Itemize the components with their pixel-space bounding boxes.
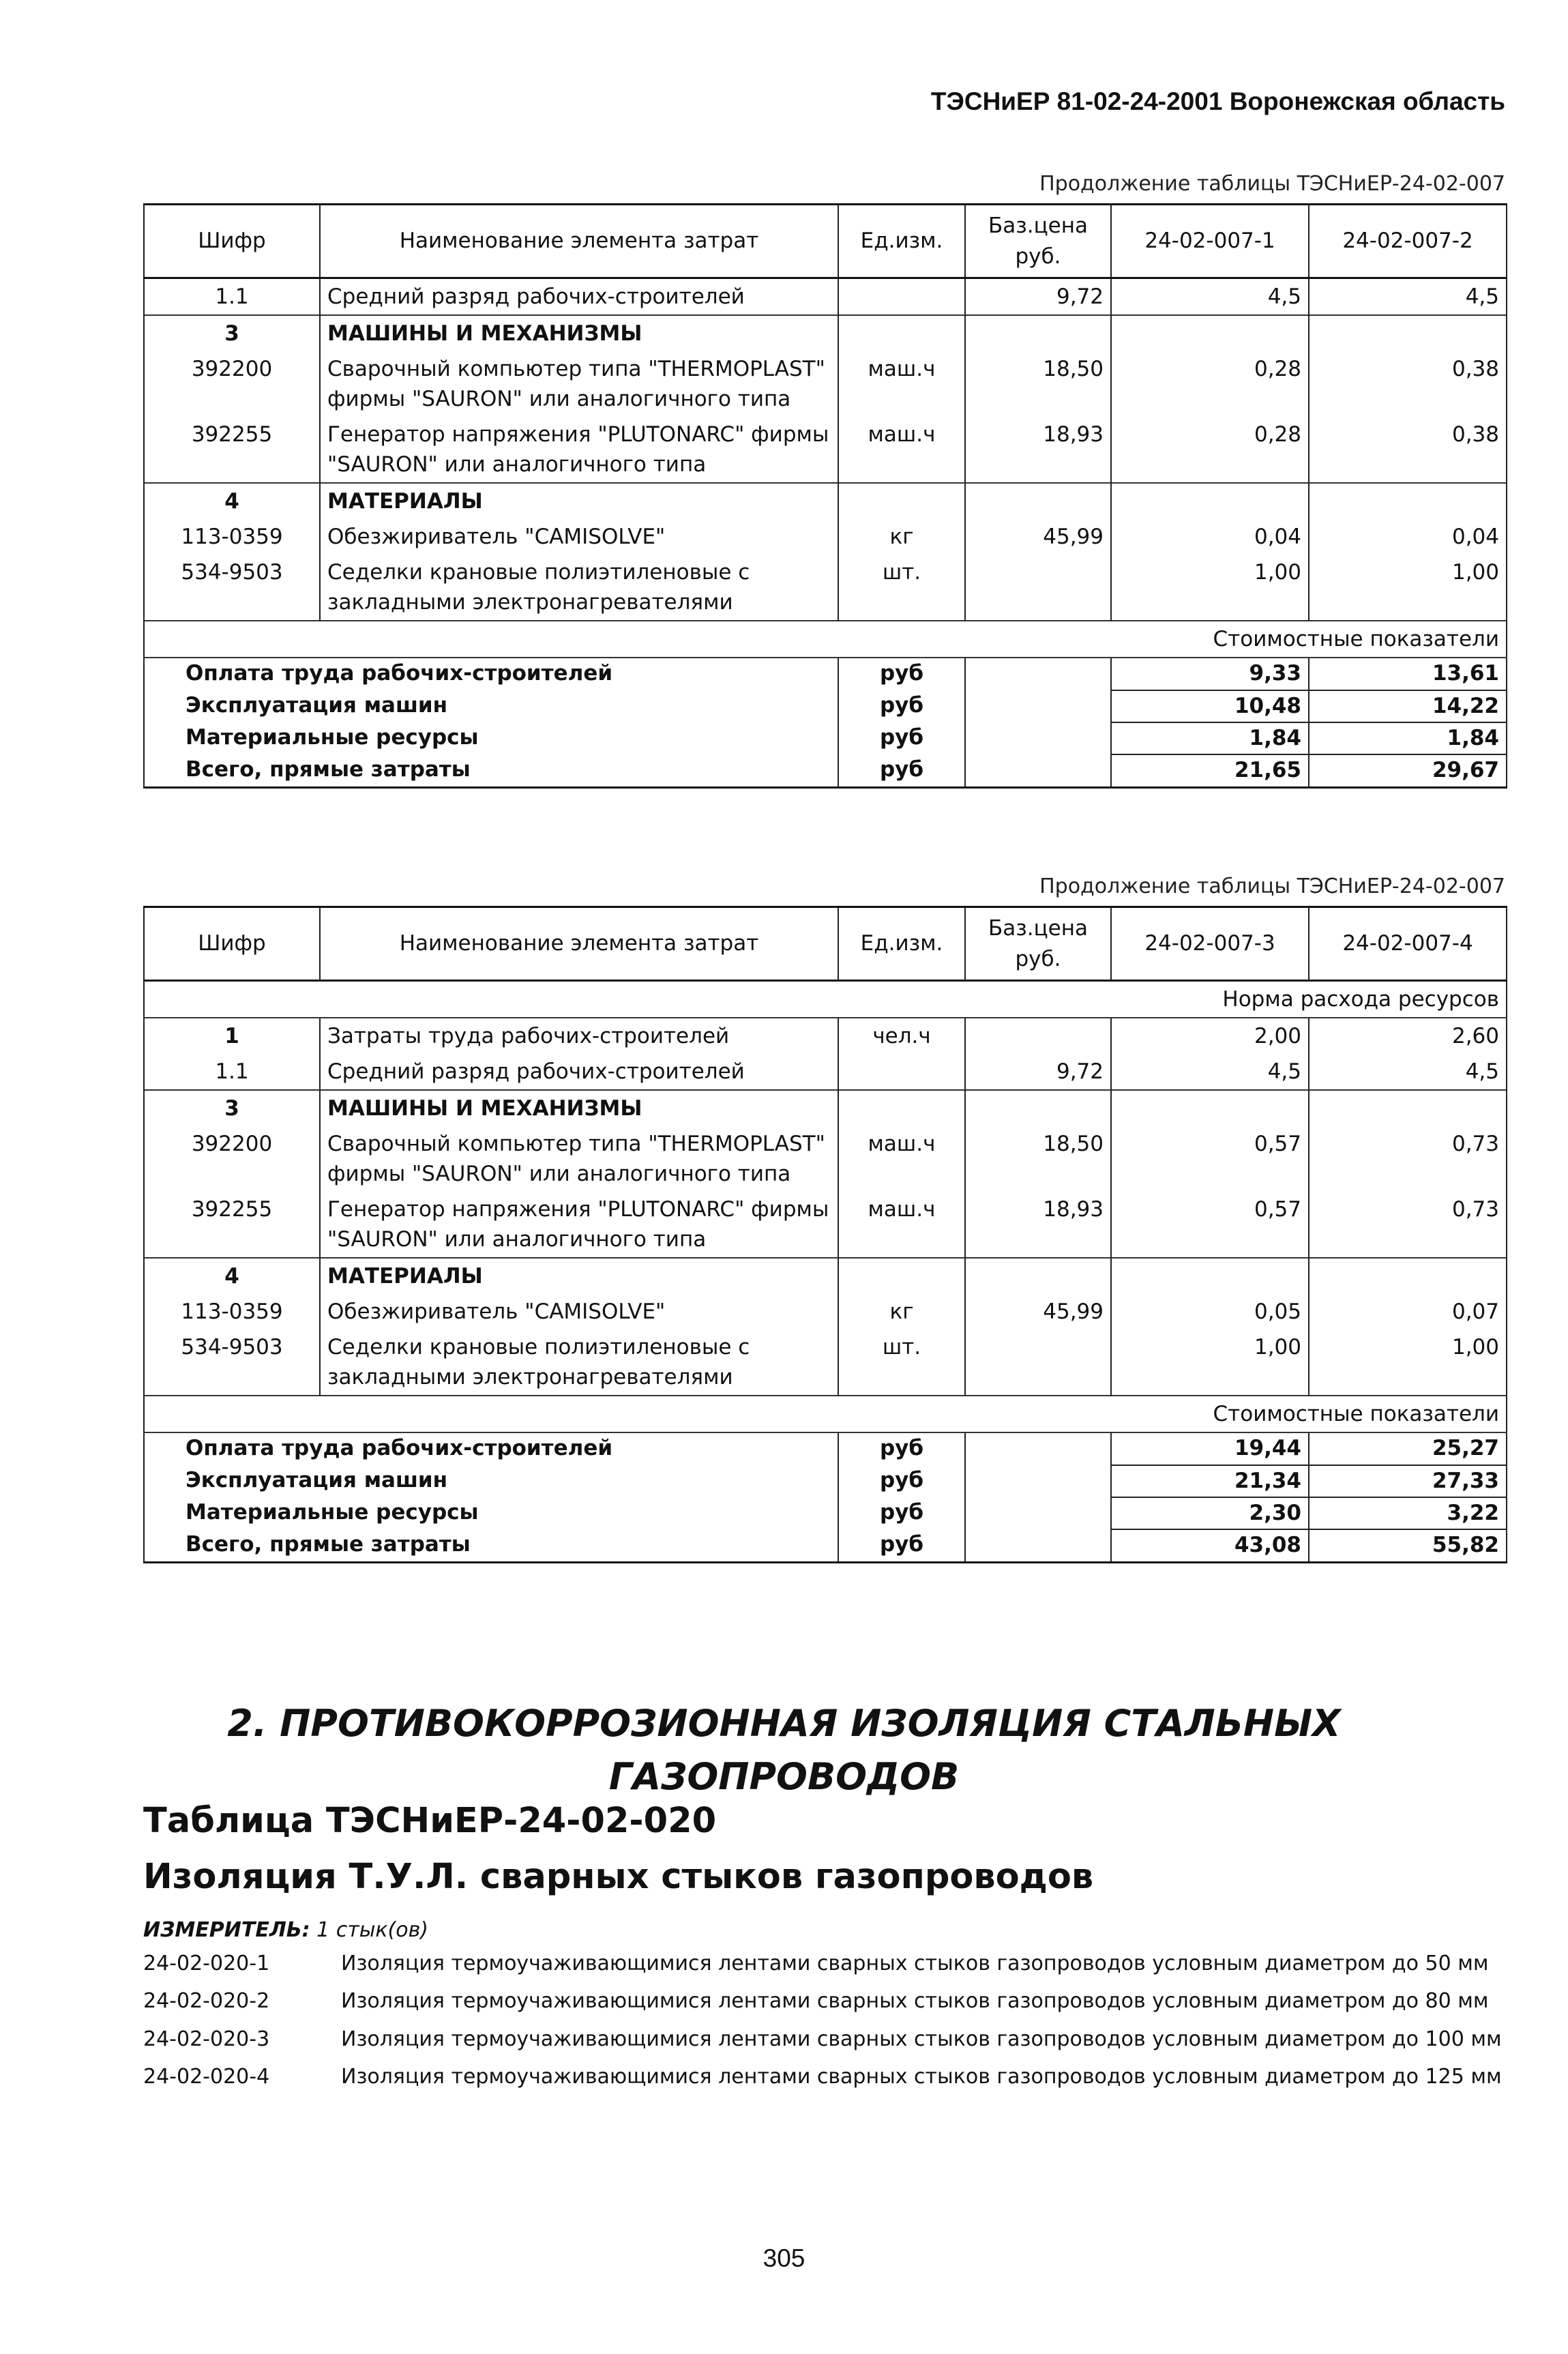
table-header-row <box>144 205 1507 278</box>
row-code: 1.1 <box>144 278 320 316</box>
row-code: 3 <box>144 1090 320 1126</box>
total-unit: руб <box>838 690 965 722</box>
row-price: 18,93 <box>965 417 1111 483</box>
total-value-2: 55,82 <box>1309 1529 1507 1562</box>
row-code: 4 <box>144 483 320 519</box>
row-code: 3 <box>144 315 320 351</box>
page-header: ТЭСНиЕР 81-02-24-2001 Воронежская область <box>930 87 1505 115</box>
table-row <box>144 1258 1507 1294</box>
row-name: МАШИНЫ И МЕХАНИЗМЫ <box>320 315 838 351</box>
row-value-2: 4,5 <box>1309 278 1507 316</box>
work-text: Изоляция термоучаживающимися лентами сварных стыков газопроводов условным диаметром до 50 мм <box>341 1952 1489 1975</box>
cost-heading-row <box>144 621 1507 658</box>
total-value-1: 1,84 <box>1111 722 1309 754</box>
total-unit: руб <box>838 1465 965 1497</box>
work-code: 24-02-020-1 <box>143 1952 270 1975</box>
list-item <box>143 2025 1506 2053</box>
total-label: Материальные ресурсы <box>144 722 838 754</box>
work-text: Изоляция термоучаживающимися лентами сварных стыков газопроводов условным диаметром до 100 мм <box>341 2027 1502 2051</box>
row-code: 534-9503 <box>144 1329 320 1396</box>
row-value-2: 4,5 <box>1309 1054 1507 1090</box>
row-value-1: 1,00 <box>1111 555 1309 621</box>
total-row <box>144 722 1507 754</box>
total-label: Эксплуатация машин <box>144 1465 838 1497</box>
total-value-2: 27,33 <box>1309 1465 1507 1497</box>
row-name: Средний разряд рабочих-строителей <box>320 1054 838 1090</box>
total-value-2: 29,67 <box>1309 754 1507 787</box>
row-price: 18,93 <box>965 1192 1111 1258</box>
total-value-1: 2,30 <box>1111 1497 1309 1529</box>
work-code: 24-02-020-3 <box>143 2027 270 2051</box>
row-value-2: 0,73 <box>1309 1192 1507 1258</box>
row-unit: маш.ч <box>838 351 965 417</box>
row-code: 1.1 <box>144 1054 320 1090</box>
col-header: 24-02-007-3 <box>1111 907 1309 981</box>
row-price <box>965 1329 1111 1396</box>
row-name: Обезжириватель "CAMISOLVE" <box>320 519 838 555</box>
row-value-2: 0,07 <box>1309 1294 1507 1329</box>
row-price: 9,72 <box>965 1054 1111 1090</box>
total-unit: руб <box>838 722 965 754</box>
col-header: Шифр <box>144 205 320 278</box>
work-title: Изоляция Т.У.Л. сварных стыков газопроводов <box>143 1857 1094 1897</box>
work-code: 24-02-020-2 <box>143 1989 270 2014</box>
meter-label: ИЗМЕРИТЕЛЬ: <box>143 1918 310 1942</box>
row-value-2: 0,73 <box>1309 1126 1507 1192</box>
row-unit: кг <box>838 1294 965 1329</box>
table-row <box>144 1054 1507 1090</box>
row-value-1: 2,00 <box>1111 1018 1309 1054</box>
work-list <box>143 1950 1506 2101</box>
total-value-2: 1,84 <box>1309 722 1507 754</box>
col-header: Наименование элемента затрат <box>320 907 838 981</box>
total-value-1: 9,33 <box>1111 658 1309 690</box>
table-row <box>144 315 1507 351</box>
table-row <box>144 278 1507 316</box>
section-title: 2. ПРОТИВОКОРРОЗИОННАЯ ИЗОЛЯЦИЯ СТАЛЬНЫХ <box>227 1702 1341 1745</box>
table-row <box>144 1090 1507 1126</box>
page-number: 305 <box>763 2244 805 2272</box>
total-unit: руб <box>838 658 965 690</box>
row-unit: шт. <box>838 555 965 621</box>
row-unit <box>838 278 965 316</box>
total-value-1: 43,08 <box>1111 1529 1309 1562</box>
col-header: 24-02-007-1 <box>1111 205 1309 278</box>
total-value-1: 10,48 <box>1111 690 1309 722</box>
row-unit: маш.ч <box>838 1126 965 1192</box>
row-value-1: 1,00 <box>1111 1329 1309 1396</box>
meter <box>143 1918 428 1942</box>
total-unit: руб <box>838 1529 965 1562</box>
total-row <box>144 658 1507 690</box>
row-name: Седелки крановые полиэтиленовые с закладными электронагревателями <box>320 1329 838 1396</box>
table-row <box>144 519 1507 555</box>
table-row <box>144 555 1507 621</box>
norm-heading-row <box>144 981 1507 1018</box>
total-value-2: 13,61 <box>1309 658 1507 690</box>
col-header: Шифр <box>144 907 320 981</box>
row-name: МАТЕРИАЛЫ <box>320 1258 838 1294</box>
table-row <box>144 417 1507 483</box>
row-value-1: 0,28 <box>1111 417 1309 483</box>
total-value-1: 21,34 <box>1111 1465 1309 1497</box>
row-value-1: 0,57 <box>1111 1192 1309 1258</box>
total-row <box>144 1529 1507 1562</box>
row-price <box>965 1018 1111 1054</box>
total-row <box>144 1465 1507 1497</box>
row-code: 392255 <box>144 417 320 483</box>
total-label: Эксплуатация машин <box>144 690 838 722</box>
row-value-1: 0,28 <box>1111 351 1309 417</box>
total-value-1: 19,44 <box>1111 1432 1309 1465</box>
row-value-1: 4,5 <box>1111 1054 1309 1090</box>
work-code: 24-02-020-4 <box>143 2065 270 2089</box>
col-header: Ед.изм. <box>838 907 965 981</box>
row-unit: маш.ч <box>838 1192 965 1258</box>
row-price: 18,50 <box>965 351 1111 417</box>
row-value-2: 0,04 <box>1309 519 1507 555</box>
row-code: 392255 <box>144 1192 320 1258</box>
row-unit: кг <box>838 519 965 555</box>
row-price <box>965 555 1111 621</box>
table1-caption: Продолжение таблицы ТЭСНиЕР-24-02-007 <box>1039 172 1505 196</box>
total-row <box>144 754 1507 787</box>
row-value-1: 0,57 <box>1111 1126 1309 1192</box>
row-code: 113-0359 <box>144 1294 320 1329</box>
total-unit: руб <box>838 754 965 787</box>
row-value-2: 1,00 <box>1309 555 1507 621</box>
col-header: 24-02-007-2 <box>1309 205 1507 278</box>
row-price: 9,72 <box>965 278 1111 316</box>
work-text: Изоляция термоучаживающимися лентами сварных стыков газопроводов условным диаметром до 125 мм <box>341 2065 1502 2089</box>
row-code: 4 <box>144 1258 320 1294</box>
row-unit: маш.ч <box>838 417 965 483</box>
table2-caption: Продолжение таблицы ТЭСНиЕР-24-02-007 <box>1039 874 1505 898</box>
row-code: 392200 <box>144 1126 320 1192</box>
row-code: 534-9503 <box>144 555 320 621</box>
table-row <box>144 1329 1507 1396</box>
row-name: Затраты труда рабочих-строителей <box>320 1018 838 1054</box>
total-label: Материальные ресурсы <box>144 1497 838 1529</box>
row-value-1: 0,05 <box>1111 1294 1309 1329</box>
table-row <box>144 483 1507 519</box>
total-value-2: 14,22 <box>1309 690 1507 722</box>
list-item <box>143 1950 1506 1977</box>
table-row <box>144 1018 1507 1054</box>
row-name: Генератор напряжения "PLUTONARC" фирмы "SAURON" или аналогичного типа <box>320 1192 838 1258</box>
total-value-1: 21,65 <box>1111 754 1309 787</box>
total-label: Всего, прямые затраты <box>144 1529 838 1562</box>
col-header: Баз.цена руб. <box>965 907 1111 981</box>
row-unit <box>838 1054 965 1090</box>
row-value-2: 0,38 <box>1309 417 1507 483</box>
resource-table-1 <box>143 203 1507 789</box>
col-header: Наименование элемента затрат <box>320 205 838 278</box>
col-header: Ед.изм. <box>838 205 965 278</box>
row-name: МАШИНЫ И МЕХАНИЗМЫ <box>320 1090 838 1126</box>
section-title-continued: ГАЗОПРОВОДОВ <box>608 1755 960 1798</box>
total-row <box>144 690 1507 722</box>
resource-table-2 <box>143 906 1507 1563</box>
row-name: МАТЕРИАЛЫ <box>320 483 838 519</box>
total-row <box>144 1432 1507 1465</box>
table-row <box>144 1294 1507 1329</box>
row-code: 392200 <box>144 351 320 417</box>
row-price: 45,99 <box>965 519 1111 555</box>
row-price: 18,50 <box>965 1126 1111 1192</box>
total-value-2: 25,27 <box>1309 1432 1507 1465</box>
row-name: Сварочный компьютер типа "THERMOPLAST" фирмы "SAURON" или аналогичного типа <box>320 1126 838 1192</box>
list-item <box>143 2063 1506 2091</box>
cost-heading-row <box>144 1396 1507 1432</box>
total-unit: руб <box>838 1432 965 1465</box>
table-row <box>144 1126 1507 1192</box>
row-code: 1 <box>144 1018 320 1054</box>
row-name: Обезжириватель "CAMISOLVE" <box>320 1294 838 1329</box>
table-header-row <box>144 907 1507 981</box>
total-label: Оплата труда рабочих-строителей <box>144 658 838 690</box>
row-value-2: 0,38 <box>1309 351 1507 417</box>
total-row <box>144 1497 1507 1529</box>
cost-heading: Стоимостные показатели <box>144 1396 1507 1432</box>
total-unit: руб <box>838 1497 965 1529</box>
col-header: Баз.цена руб. <box>965 205 1111 278</box>
meter-value: 1 стык(ов) <box>316 1918 428 1942</box>
work-text: Изоляция термоучаживающимися лентами сварных стыков газопроводов условным диаметром до 80 мм <box>341 1989 1489 2014</box>
row-unit: шт. <box>838 1329 965 1396</box>
table-row <box>144 1192 1507 1258</box>
row-value-1: 4,5 <box>1111 278 1309 316</box>
col-header: 24-02-007-4 <box>1309 907 1507 981</box>
total-value-2: 3,22 <box>1309 1497 1507 1529</box>
row-unit: чел.ч <box>838 1018 965 1054</box>
row-name: Седелки крановые полиэтиленовые с закладными электронагревателями <box>320 555 838 621</box>
row-name: Сварочный компьютер типа "THERMOPLAST" фирмы "SAURON" или аналогичного типа <box>320 351 838 417</box>
row-name: Средний разряд рабочих-строителей <box>320 278 838 316</box>
row-price: 45,99 <box>965 1294 1111 1329</box>
norm-heading: Норма расхода ресурсов <box>144 981 1507 1018</box>
cost-heading: Стоимостные показатели <box>144 621 1507 658</box>
row-value-2: 1,00 <box>1309 1329 1507 1396</box>
table-title: Таблица ТЭСНиЕР-24-02-020 <box>143 1801 717 1841</box>
row-value-2: 2,60 <box>1309 1018 1507 1054</box>
total-label: Всего, прямые затраты <box>144 754 838 787</box>
row-code: 113-0359 <box>144 519 320 555</box>
total-label: Оплата труда рабочих-строителей <box>144 1432 838 1465</box>
list-item <box>143 1987 1506 2015</box>
row-value-1: 0,04 <box>1111 519 1309 555</box>
row-name: Генератор напряжения "PLUTONARC" фирмы "SAURON" или аналогичного типа <box>320 417 838 483</box>
table-row <box>144 351 1507 417</box>
